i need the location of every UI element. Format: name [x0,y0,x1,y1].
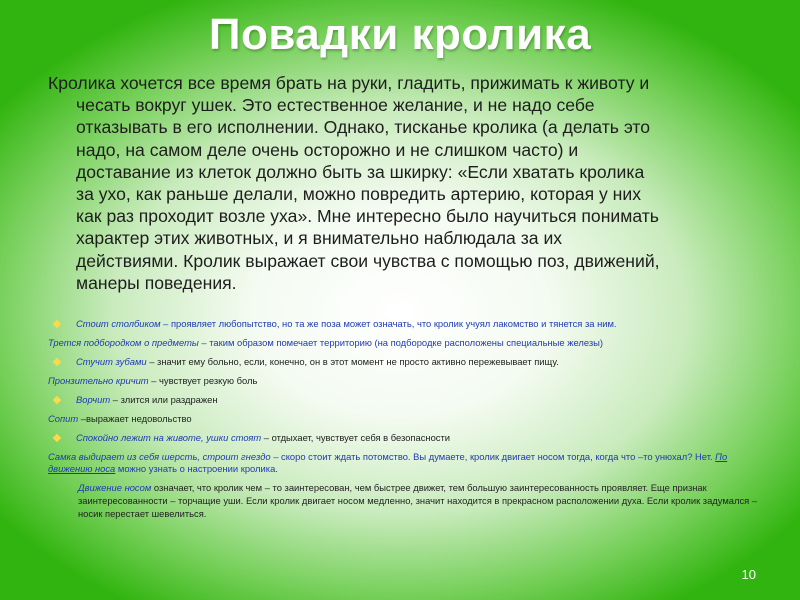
intro-line: надо, на самом деле очень осторожно и не слишком часто) и [76,139,579,160]
note-item-snort [48,413,760,426]
note-item-nest [48,451,760,476]
note-text: – таким образом помечает территорию (на подбородке расположены специальные железы) [198,336,604,348]
intro-line: доставание из клеток должно быть за шкирку: «Если хватать кролика [76,161,645,182]
note-term: Пронзительно кричит [48,374,149,386]
note-item-stand [48,318,760,331]
note-item-grumble [48,394,760,407]
intro-line: действиями. Кролик выражает свои чувства с помощью поз, движений, [76,250,660,271]
note-text: – скоро стоит ждать потомство. Вы думаете, кролик двигает носом тогда, когда что –то унюхал? Нет. [270,450,716,462]
note-term: По движению носа [48,450,728,475]
intro-line: манеры поведения. [76,272,237,293]
behavior-notes [48,318,760,527]
slide-title: Повадки кролика [208,10,592,59]
note-term: Сопит [48,412,79,424]
note-term: Трется подбородком о предметы [48,336,199,348]
note-term: Движение носом [78,482,152,494]
intro-line: характер этих животных, и я внимательно наблюдала за их [76,228,563,249]
intro-line: как раз проходит возле уха». Мне интересно было научиться понимать [76,206,659,227]
note-term: Ворчит [76,393,111,405]
intro-line: отказывать в его исполнении. Однако, тисканье кролика (а делать это [76,117,651,138]
note-text: означает, что кролик чем – то заинтересован, чем быстрее движет, тем большую заинтересованность проявляет. Еще признак заинтересованности – торчащие уши. Если кролик двигает носом медленно, значит находится в прекрасном расположении духа. Если кролик задумался – носик перестает шевелиться. [78,482,758,519]
page-number: 10 [741,567,756,582]
note-text: – чувствует резкую боль [148,374,258,386]
intro-line: Кролика хочется все время брать на руки, гладить, прижимать к животу и [48,73,650,93]
note-text: можно узнать о настроении кролика. [115,463,278,475]
intro-paragraph [48,72,756,294]
note-item-chin [48,337,760,350]
note-term: Самка выдирает из себя шерсть, строит гнездо [48,450,271,462]
note-item-nose [48,482,760,520]
intro-line: чесать вокруг ушек. Это естественное желание, и не надо себе [76,95,595,116]
note-item-teeth [48,356,760,369]
intro-line: за ухо, как раньше делали, можно повредить артерию, которая у них [76,184,642,205]
note-item-scream [48,375,760,388]
note-text: – отдыхает, чувствует себя в безопасности [261,431,451,443]
note-text: –выражает недовольство [78,412,192,424]
note-text: – злится или раздражен [110,393,218,405]
note-term: Стоит столбиком [76,318,161,329]
note-text: – значит ему больно, если, конечно, он в этот момент не просто активно пережевывает пищу. [146,355,559,367]
note-term: Стучит зубами [76,355,147,367]
note-item-lying [48,432,760,445]
note-term: Спокойно лежит на животе, ушки стоят [76,431,262,443]
note-text: – проявляет любопытство, но та же поза может означать, что кролик учуял лакомство и тянется за ним. [160,318,617,329]
